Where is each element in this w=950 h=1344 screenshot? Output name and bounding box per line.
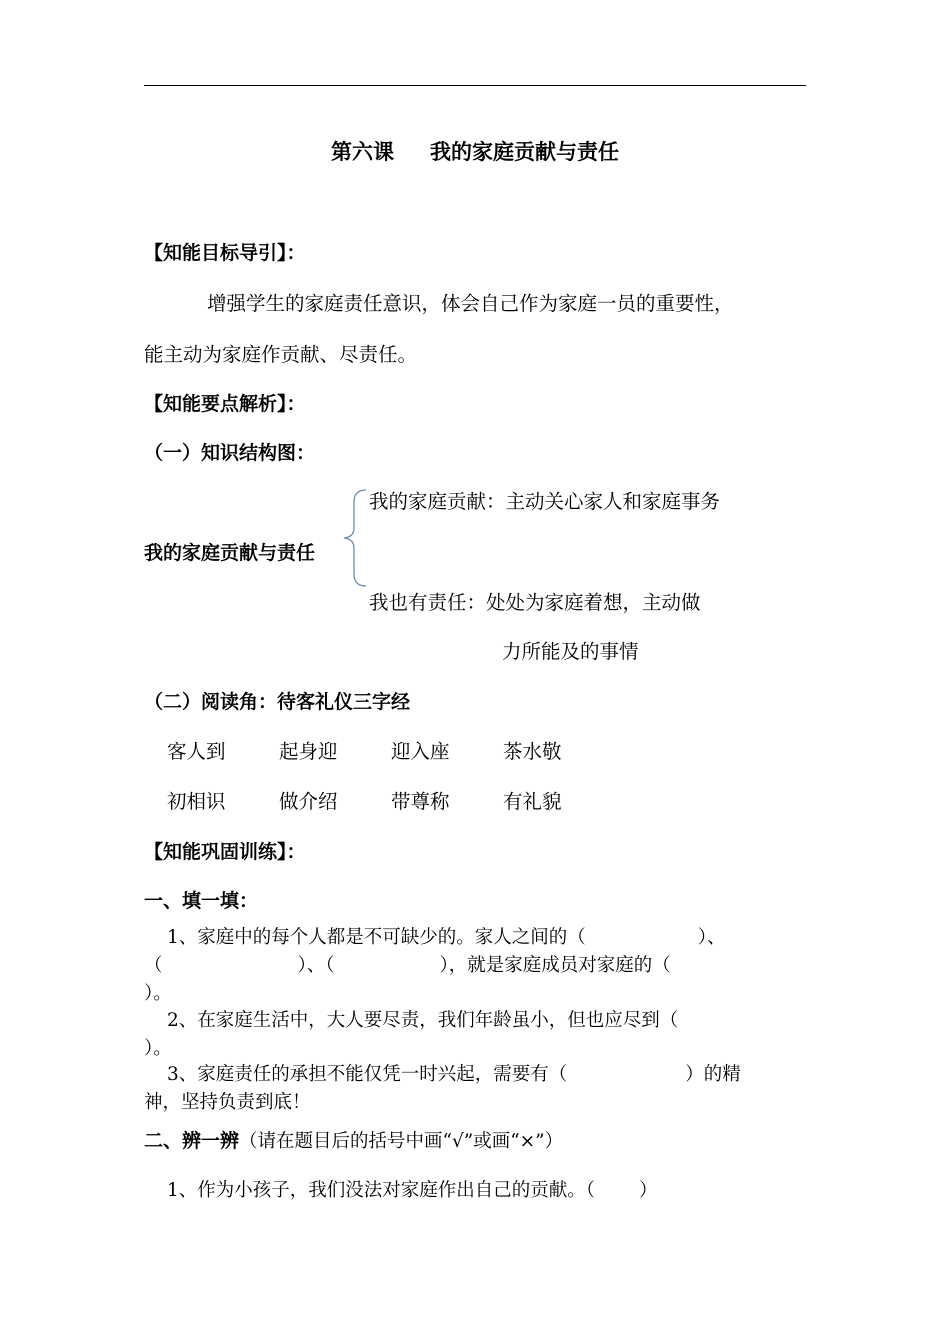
goal-text-line-1: 增强学生的家庭责任意识，体会自己作为家庭一员的重要性， bbox=[207, 292, 734, 315]
judge-heading: 二、辨一辨 bbox=[144, 1130, 240, 1152]
goal-heading: 【知能目标导引】： bbox=[144, 242, 306, 264]
verse-item: 做介绍 bbox=[279, 790, 338, 813]
tree-branch-contribution: 我的家庭贡献：主动关心家人和家庭事务 bbox=[369, 490, 721, 513]
verse-item: 起身迎 bbox=[279, 740, 338, 763]
tree-root: 我的家庭贡献与责任 bbox=[144, 542, 316, 564]
fill-question-3-end: 神，坚持负责到底！ bbox=[144, 1092, 311, 1113]
fill-question-1-end: ）。 bbox=[144, 983, 172, 1004]
judge-question-1: 1、作为小孩子，我们没法对家庭作出自己的贡献。（ ） bbox=[167, 1180, 658, 1201]
fill-question-1-cont: （ ）、（ ），就是家庭成员对家庭的（ bbox=[144, 955, 671, 976]
title-lesson-number: 第六课 bbox=[331, 139, 394, 164]
fill-question-2-end: ）。 bbox=[144, 1038, 172, 1059]
fill-heading: 一、填一填： bbox=[144, 890, 259, 912]
tree-branch-responsibility-cont: 力所能及的事情 bbox=[502, 640, 639, 663]
title-lesson-name: 我的家庭贡献与责任 bbox=[430, 139, 619, 164]
fill-question-1: 1、家庭中的每个人都是不可缺少的。家人之间的（ ）、 bbox=[167, 927, 726, 948]
reading-row-2 bbox=[167, 786, 615, 814]
judge-instruction: （请在题目后的括号中画“√”或画“×”） bbox=[239, 1131, 564, 1152]
structure-heading: （一）知识结构图： bbox=[144, 442, 316, 464]
header-rule bbox=[144, 85, 806, 86]
verse-item: 带尊称 bbox=[391, 790, 450, 813]
fill-question-2: 2、在家庭生活中，大人要尽责，我们年龄虽小，但也应尽到（ bbox=[167, 1010, 679, 1031]
brace-connector bbox=[340, 488, 370, 588]
verse-item: 初相识 bbox=[167, 790, 226, 813]
verse-item: 有礼貌 bbox=[503, 790, 562, 813]
reading-heading: （二）阅读角：待客礼仪三字经 bbox=[144, 691, 411, 713]
practice-heading: 【知能巩固训练】： bbox=[144, 841, 306, 863]
verse-item: 客人到 bbox=[167, 740, 226, 763]
goal-text-line-2: 能主动为家庭作贡献、尽责任。 bbox=[144, 343, 418, 366]
points-heading: 【知能要点解析】： bbox=[144, 393, 306, 415]
tree-branch-responsibility: 我也有责任：处处为家庭着想，主动做 bbox=[369, 591, 701, 614]
verse-item: 迎入座 bbox=[391, 740, 450, 763]
fill-question-3: 3、家庭责任的承担不能仅凭一时兴起，需要有（ ）的精 bbox=[167, 1064, 741, 1085]
judge-heading-line bbox=[144, 1126, 563, 1153]
reading-row-1 bbox=[167, 736, 615, 764]
verse-item: 茶水敬 bbox=[503, 740, 562, 763]
page-title bbox=[0, 136, 950, 166]
